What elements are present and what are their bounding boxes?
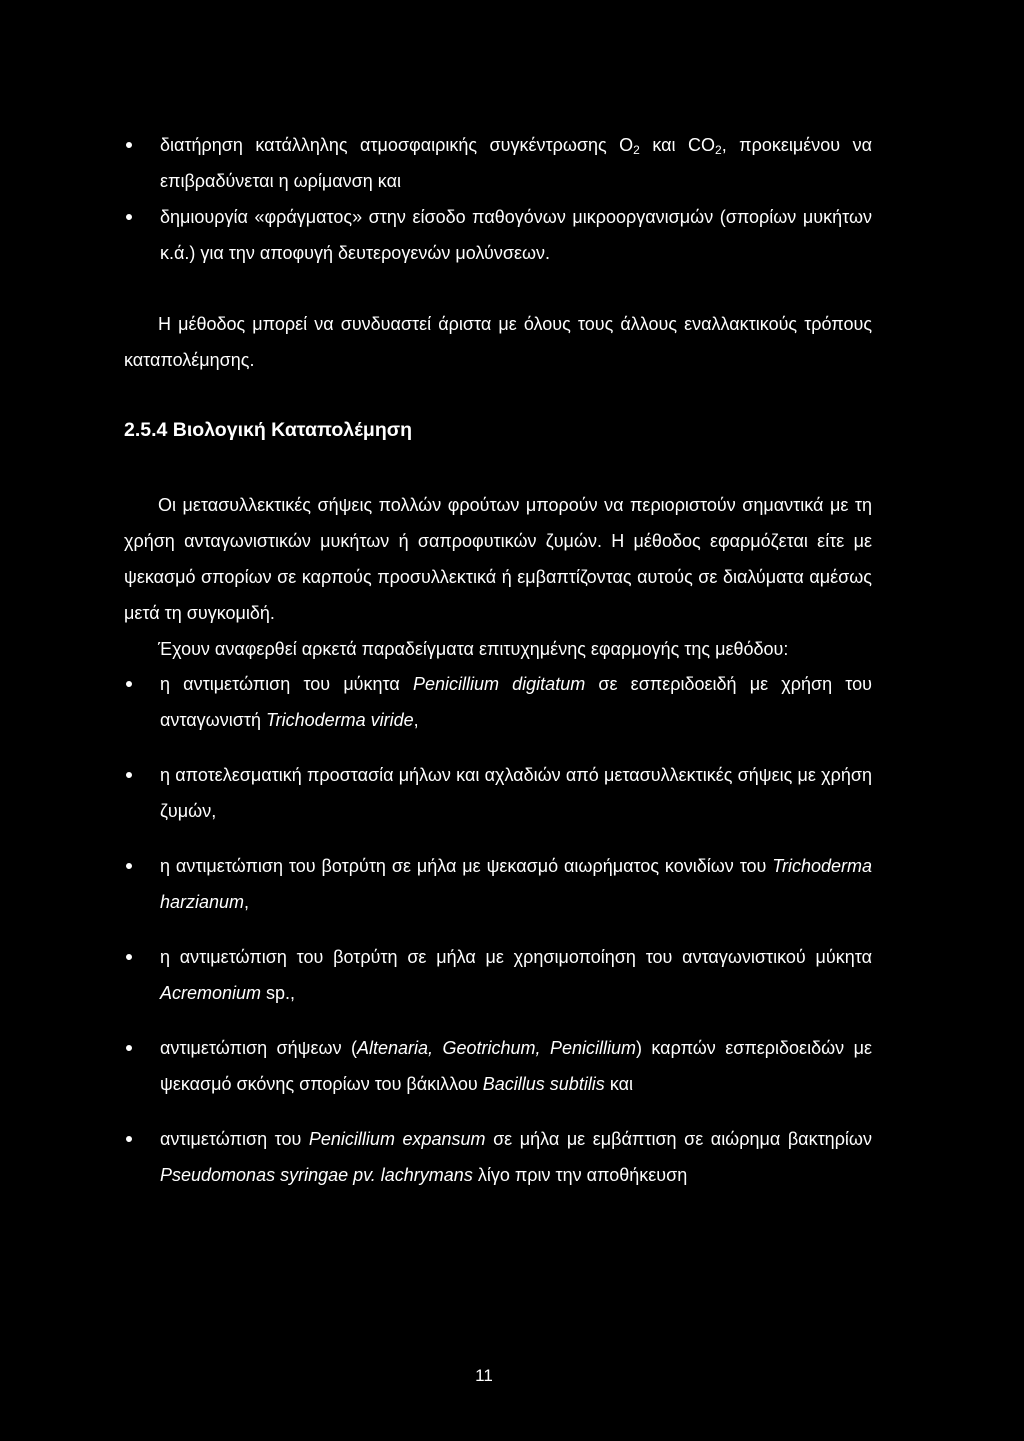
bullet-icon <box>126 214 132 220</box>
paragraph-biological-control: Οι μετασυλλεκτικές σήψεις πολλών φρούτων μπορούν να περιοριστούν σημαντικά με τη χρήση ανταγωνιστικών μυκήτων ή σαπροφυτικών ζυμών. Η μέθοδος εφαρμόζεται είτε με ψεκασμό σπορίων σε καρπούς προσυλλεκτικά ή εμβαπτίζοντας αυτούς σε διαλύματα αμέσως μετά τη συγκομιδή. <box>124 495 872 623</box>
bullet-icon <box>126 954 132 960</box>
list-item: αντιμετώπιση του Penicillium expansum σε μήλα με εμβάπτιση σε αιώρημα βακτηρίων Pseudomonas syringae pv. lachrymans λίγο πριν την αποθήκευση <box>126 1121 872 1193</box>
bulleted-list-storage <box>126 127 872 271</box>
list-item: αντιμετώπιση σήψεων (Altenaria, Geotrichum, Penicillium) καρπών εσπεριδοειδών με ψεκασμό σκόνης σπορίων του βάκιλλου Bacillus subtilis και <box>126 1030 872 1102</box>
list-item: διατήρηση κατάλληλης ατμοσφαιρικής συγκέντρωσης $O_2$ και $CO_2$, προκειμένου να επιβραδύνεται η ωρίμανση και <box>126 127 872 199</box>
bullet-icon <box>126 681 132 687</box>
bulleted-list-examples <box>126 666 872 1212</box>
list-item: δημιουργία «φράγματος» στην είσοδο παθογόνων μικροοργανισμών (σπορίων μυκήτων κ.ά.) για την αποφυγή δευτερογενών μολύνσεων. <box>126 199 872 271</box>
page-number: 11 <box>475 1366 493 1385</box>
bullet-icon <box>126 1136 132 1142</box>
paragraph-examples-intro: Έχουν αναφερθεί αρκετά παραδείγματα επιτυχημένης εφαρμογής της μεθόδου: <box>158 639 789 659</box>
bullet-icon <box>126 772 132 778</box>
list-item: η αποτελεσματική προστασία μήλων και αχλαδιών από μετασυλλεκτικές σήψεις με χρήση ζυμών, <box>126 757 872 829</box>
paragraph-method-combination: Η μέθοδος μπορεί να συνδυαστεί άριστα με όλους τους άλλους εναλλακτικούς τρόπους καταπολέμησης. <box>124 314 872 370</box>
list-item: η αντιμετώπιση του βοτρύτη σε μήλα με χρησιμοποίηση του ανταγωνιστικού μύκητα Acremonium sp., <box>126 939 872 1011</box>
list-item: η αντιμετώπιση του μύκητα Penicillium digitatum σε εσπεριδοειδή με χρήση του ανταγωνιστή Trichoderma viride, <box>126 666 872 738</box>
bullet-icon <box>126 863 132 869</box>
section-heading: 2.5.4 Βιολογική Καταπολέμηση <box>124 419 412 441</box>
bullet-icon <box>126 142 132 148</box>
list-item: η αντιμετώπιση του βοτρύτη σε μήλα με ψεκασμό αιωρήματος κονιδίων του Trichoderma harzianum, <box>126 848 872 920</box>
bullet-icon <box>126 1045 132 1051</box>
